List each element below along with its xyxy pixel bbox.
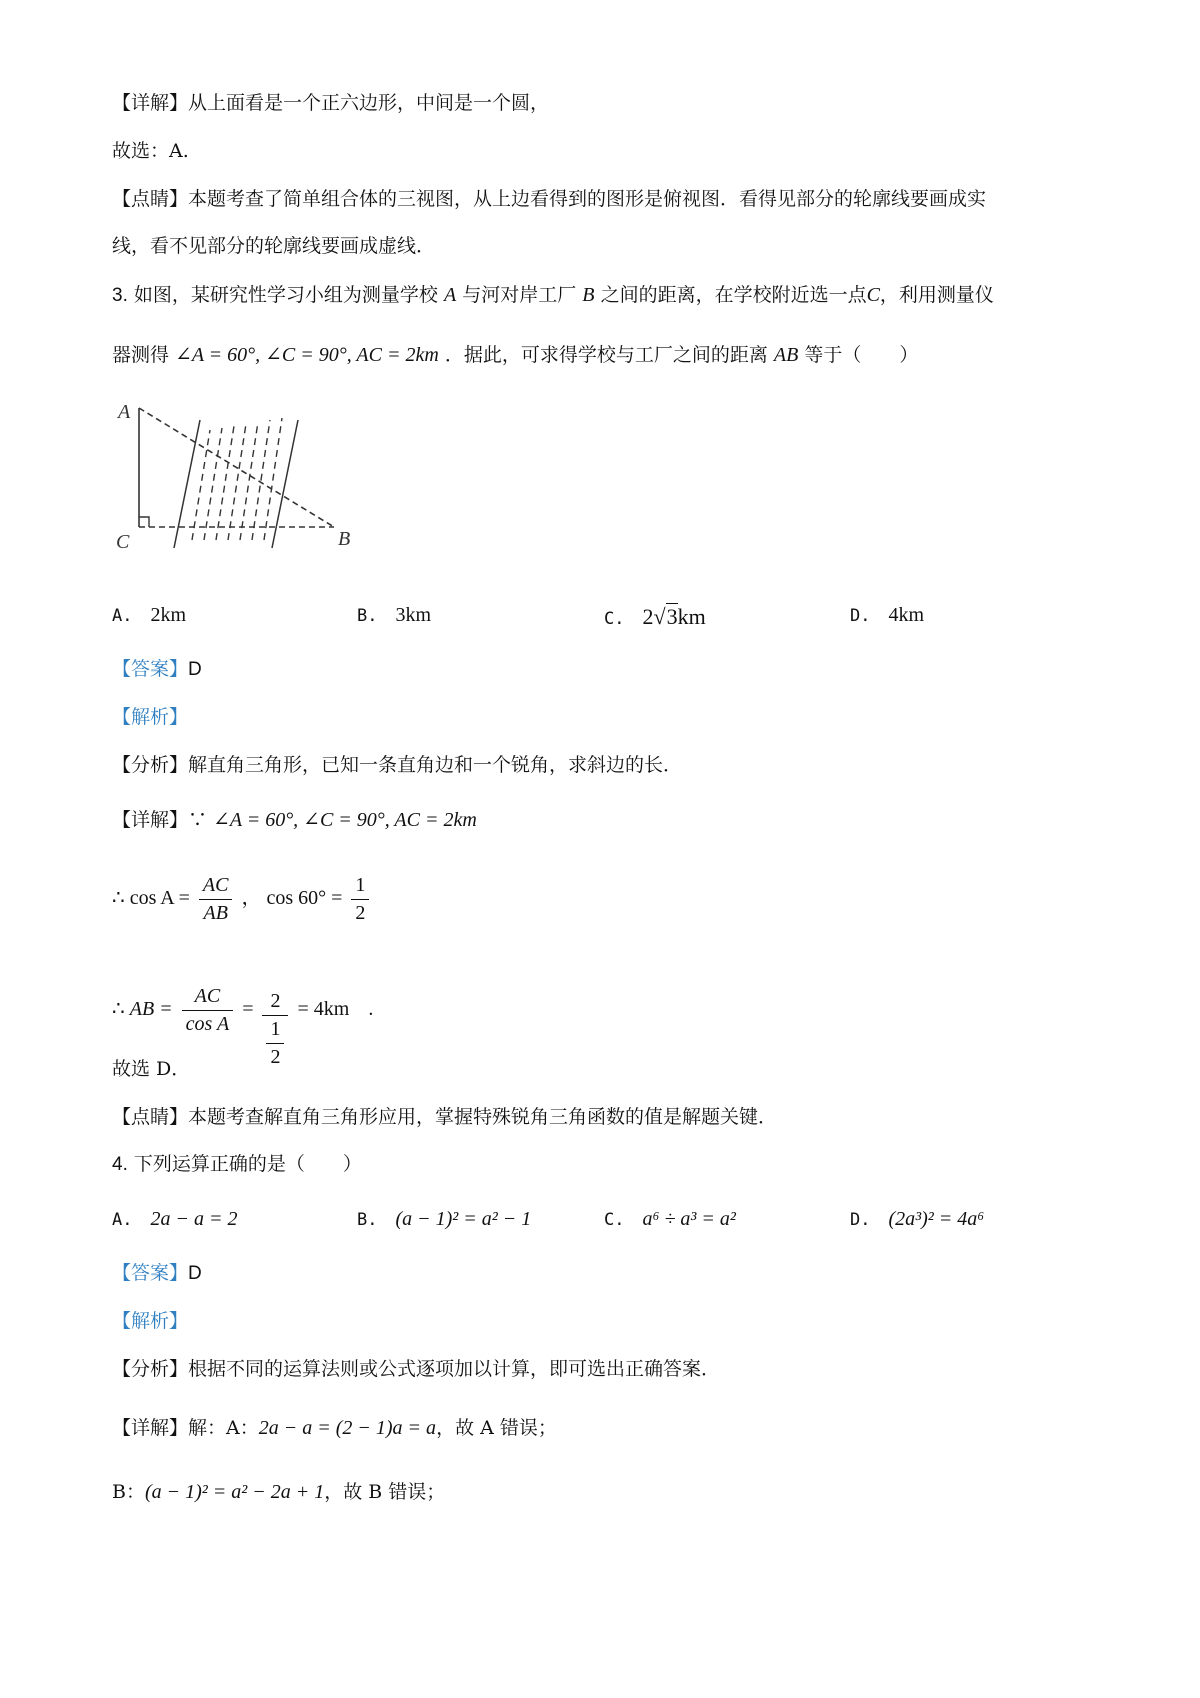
q3-ab: AB	[773, 344, 799, 366]
q3-analysis-tag: 【解析】	[112, 706, 189, 728]
q3-stem-part: 之间的距离，在学校附近选一点	[600, 284, 867, 306]
result: = 4km	[297, 998, 350, 1021]
detail-tag: 【详解】	[112, 1417, 189, 1439]
inner-fraction	[262, 1016, 288, 1071]
q3-point-a: A	[443, 284, 457, 306]
answer-tag: 【答案】	[112, 1262, 189, 1284]
side-ab	[139, 408, 334, 527]
option-value: 3km	[395, 604, 432, 626]
q3-answer-line	[112, 658, 202, 682]
q4-option-c[interactable]	[604, 1208, 736, 1231]
label-a: A	[118, 401, 131, 423]
q3-stem-line-2	[112, 343, 918, 367]
river-bank-left	[174, 420, 200, 548]
answer-value: D	[188, 1263, 202, 1284]
equals-sign: =	[242, 998, 254, 1021]
unit: km	[677, 604, 706, 629]
option-value: 2km	[150, 604, 187, 626]
q4-option-a[interactable]	[112, 1208, 237, 1231]
option-label: D.	[850, 606, 871, 626]
fraction-complex	[262, 988, 288, 1071]
numerator: 2	[262, 988, 288, 1016]
q3-stem-part: 器测得	[112, 344, 170, 366]
q4-analysis-tag: 【解析】	[112, 1310, 189, 1332]
river-hatching	[192, 418, 282, 540]
cos-a-lhs: cos A =	[129, 887, 190, 910]
option-label: A.	[112, 1210, 133, 1230]
q3-analysis-line	[112, 754, 682, 777]
fraction-ac-ab	[199, 872, 233, 927]
q4-option-d[interactable]	[850, 1208, 984, 1231]
q3-stem-line-1	[112, 283, 994, 308]
q3-choose-line: 故选 D．	[112, 1058, 191, 1080]
numerator: 1	[266, 1016, 284, 1044]
denominator: 2	[270, 1046, 281, 1068]
q3-cos-line	[112, 872, 373, 927]
detail-a-post: ，故 A 错误；	[436, 1417, 557, 1439]
comment-text: 本题考查了简单组合体的三视图，从上边看得到的图形是俯视图．看得见部分的轮廓线要画成实	[188, 188, 987, 210]
q3-number: 3.	[112, 285, 128, 306]
option-value: 2√3km	[642, 604, 706, 629]
option-label: B.	[357, 606, 378, 626]
detail-tag: 【详解】	[112, 92, 189, 114]
detail-tag: 【详解】	[112, 809, 189, 831]
q3-point-c: C	[866, 284, 880, 306]
cos60-lhs: cos 60° =	[266, 887, 343, 910]
q3-ab-line	[112, 950, 373, 1071]
q3-condition: ∠A = 60°, ∠C = 90°, AC = 2km	[175, 344, 439, 366]
answer-tag: 【答案】	[112, 658, 189, 680]
q3-option-a[interactable]	[112, 604, 186, 627]
q3-stem-part: 与河对岸工厂	[462, 284, 577, 306]
detail-b-post: ，故 B 错误；	[324, 1481, 446, 1503]
option-value: a⁶ ÷ a³ = a²	[642, 1208, 736, 1230]
river-bank-right	[272, 420, 298, 548]
fraction-ac-cosa	[182, 983, 234, 1038]
numerator: AC	[199, 872, 233, 900]
option-value: 2a − a = 2	[150, 1208, 238, 1230]
therefore-sign: ∴	[112, 998, 125, 1021]
q4-stem-line	[112, 1153, 362, 1177]
analysis-head: 根据不同的运算法则或公式逐项加以计算，即可选出正确答案．	[188, 1358, 721, 1380]
denominator: 2	[355, 902, 366, 924]
option-value: (2a³)² = 4a⁶	[888, 1208, 985, 1230]
q4-detail-a-line	[112, 1416, 557, 1440]
prev-choose-line: 故选：A.	[112, 140, 189, 162]
right-angle-mark	[139, 517, 149, 527]
detail-text: 从上面看是一个正六边形，中间是一个圆，	[188, 92, 550, 114]
ab-lhs: AB =	[129, 998, 173, 1021]
period: .	[368, 998, 374, 1021]
q4-analysis-line	[112, 1358, 720, 1381]
because-sign: ∵	[188, 809, 208, 831]
option-value: 4km	[888, 604, 925, 626]
detail-b-math: (a − 1)² = a² − 2a + 1	[144, 1481, 325, 1503]
detail-condition: ∠A = 60°, ∠C = 90°, AC = 2km	[213, 809, 477, 831]
q3-option-b[interactable]	[357, 604, 431, 627]
answer-value: D	[188, 659, 202, 680]
q3-point-b: B	[582, 284, 595, 306]
comment-tag: 【点睛】	[112, 188, 189, 210]
option-value: (a − 1)² = a² − 1	[395, 1208, 532, 1230]
option-label: D.	[850, 1210, 871, 1230]
analysis-head-tag: 【分析】	[112, 754, 189, 776]
prev-comment-line-2: 线，看不见部分的轮廓线要画成虚线．	[112, 235, 436, 257]
radicand: 3	[666, 604, 678, 629]
label-b: B	[338, 528, 351, 550]
analysis-head: 解直角三角形，已知一条直角边和一个锐角，求斜边的长．	[188, 754, 683, 776]
analysis-head-tag: 【分析】	[112, 1358, 189, 1380]
q3-stem-part: 如图，某研究性学习小组为测量学校	[133, 284, 438, 306]
q4-answer-line	[112, 1262, 202, 1286]
detail-b-pre: B：	[112, 1481, 145, 1503]
option-label: B.	[357, 1210, 378, 1230]
coef: 2	[642, 604, 654, 629]
numerator: 1	[351, 872, 369, 900]
fraction-half	[351, 872, 369, 927]
numerator: AC	[182, 983, 234, 1011]
denominator: cos A	[185, 1013, 230, 1035]
q4-number: 4.	[112, 1154, 128, 1175]
prev-comment-line-1	[112, 188, 986, 211]
q4-option-b[interactable]	[357, 1208, 531, 1231]
prev-detail-line	[112, 92, 549, 115]
comment-text: 本题考查解直角三角形应用，掌握特殊锐角三角函数的值是解题关键．	[188, 1106, 778, 1128]
detail-a-pre: 解：A：	[188, 1417, 259, 1439]
option-label: A.	[112, 606, 133, 626]
q4-stem: 下列运算正确的是（ ）	[133, 1153, 362, 1175]
q3-stem-part: ．据此，可求得学校与工厂之间的距离	[444, 344, 768, 366]
q3-option-c[interactable]	[604, 604, 706, 630]
q3-option-d[interactable]	[850, 604, 924, 627]
triangle-river-figure	[112, 400, 362, 560]
comma: ，	[241, 887, 262, 910]
comment-tag: 【点睛】	[112, 1106, 189, 1128]
option-label: C.	[604, 1210, 625, 1230]
q4-detail-b-line	[112, 1480, 445, 1504]
option-label: C.	[604, 609, 625, 629]
q3-comment-line	[112, 1106, 777, 1129]
q3-figure	[112, 400, 362, 560]
q3-detail-line	[112, 808, 477, 832]
q3-stem-part: ，利用测量仪	[879, 284, 994, 306]
label-c: C	[116, 531, 130, 553]
denominator: AB	[203, 902, 228, 924]
therefore-sign: ∴	[112, 887, 125, 910]
detail-a-math: 2a − a = (2 − 1)a = a	[258, 1417, 437, 1439]
q3-stem-part: 等于（ ）	[804, 344, 919, 366]
